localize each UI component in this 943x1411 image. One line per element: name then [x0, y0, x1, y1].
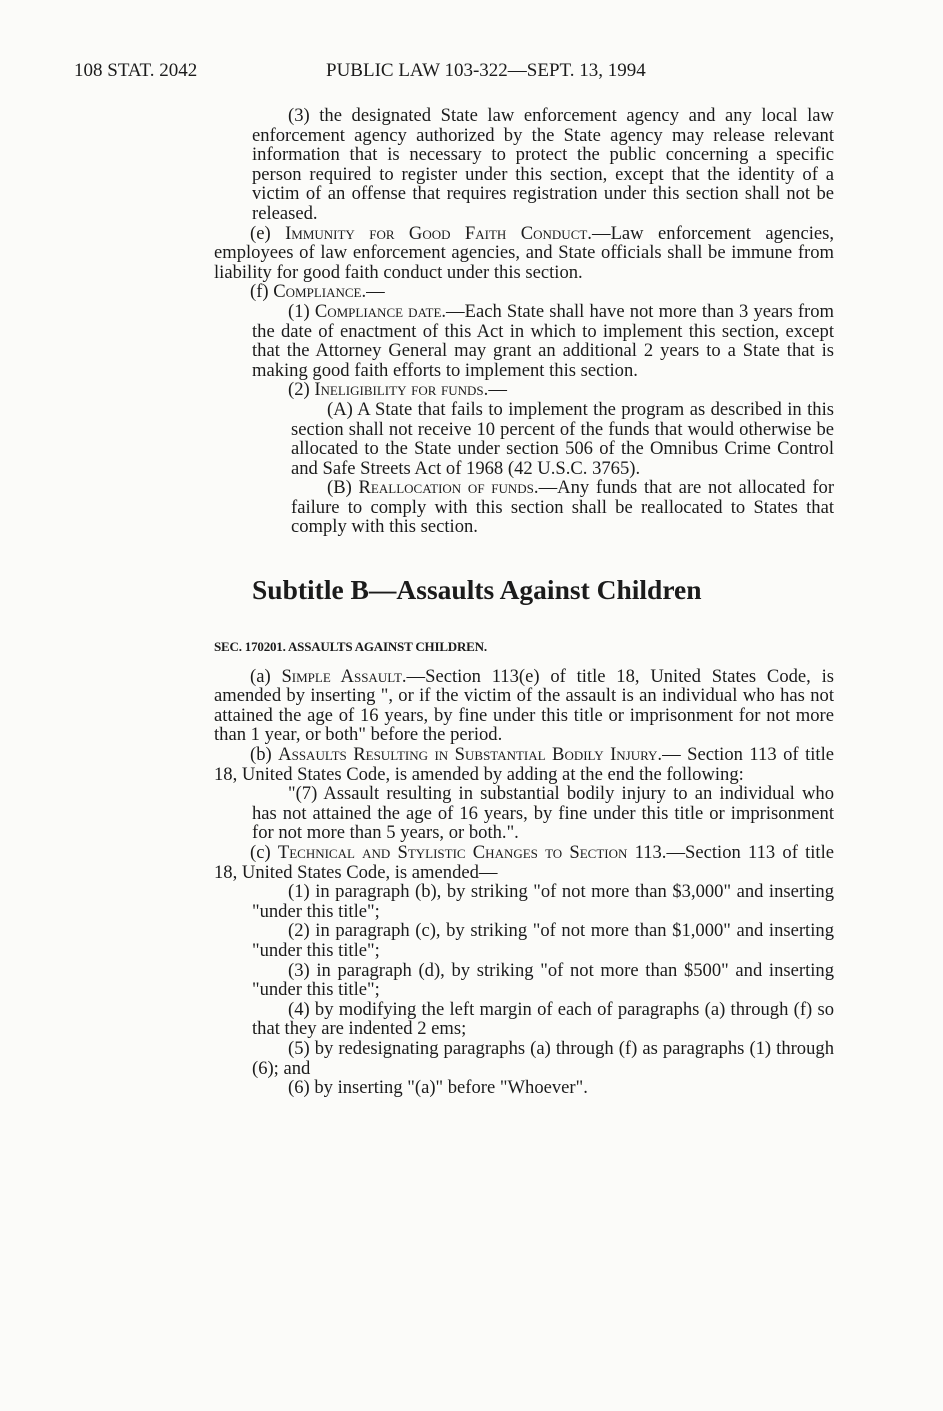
page-header: [74, 60, 844, 88]
paragraph-d3: (3) the designated State law enforcement agency and any local law enforcement agency authorized by the State agency may release relevant information that is necessary to protect the public concerning a specific person required to register under this section, except that the identity of a victim of an offense that requires registration under this section shall not be released.: [252, 105, 834, 224]
subsection-f-heading: Compliance.: [273, 281, 367, 303]
amendment-c5: (5) by redesignating paragraphs (a) through (f) as paragraphs (1) through (6); and: [252, 1037, 834, 1079]
paragraph-f1-heading: Compliance date.: [314, 300, 447, 322]
subsection-e: (e) Immunity for Good Faith Conduct.—Law enforcement agencies, employees of law enforcement agencies, and State officials shall be immune from liability for good faith conduct under this section.: [214, 222, 835, 283]
amendment-c3: (3) in paragraph (d), by striking "of not more than $500" and inserting "under this title";: [252, 959, 834, 1001]
amendment-c6: (6) by inserting "(a)" before "Whoever".: [288, 1077, 588, 1099]
paragraph-f2: (2) Ineligibility for funds.—: [288, 379, 507, 401]
section-heading: SEC. 170201. ASSAULTS AGAINST CHILDREN.: [214, 639, 487, 655]
subparagraph-f2a: (A) A State that fails to implement the program as described in this section shall not receive 10 percent of the funds that would otherwise be allocated to the State under section 506 of the Omnibus Crime Control and Safe Streets Act of 1968 (42 U.S.C. 3765).: [291, 398, 834, 479]
subsection-a-heading: Simple Assault.: [281, 665, 407, 687]
running-title: PUBLIC LAW 103-322—SEPT. 13, 1994: [326, 60, 646, 81]
subsection-b: (b) Assaults Resulting in Substantial Bodily Injury.— Section 113 of title 18, United States Code, is amended by adding at the end the following:: [214, 744, 834, 785]
subsection-a: (a) Simple Assault.—Section 113(e) of title 18, United States Code, is amended by inserting ", or if the victim of the assault is an individual who has not attained the age of 16 years, by fine under this title or imprisonment for not more than 1 year, or both" before the period.: [214, 665, 835, 746]
amendment-c4: (4) by modifying the left margin of each of paragraphs (a) through (f) so that they are indented 2 ems;: [252, 998, 834, 1040]
subsection-b-heading: Assaults Resulting in Substantial Bodily Injury.: [278, 744, 663, 766]
subtitle-heading: Subtitle B—Assaults Against Children: [252, 574, 702, 606]
amendment-c2: (2) in paragraph (c), by striking "of not more than $1,000" and inserting "under this title";: [252, 920, 834, 961]
document-body: [214, 106, 834, 1098]
subsection-c: (c) Technical and Stylistic Changes to Section 113.—Section 113 of title 18, United States Code, is amended—: [214, 842, 834, 883]
paragraph-f1: (1) Compliance date.—Each State shall have not more than 3 years from the date of enactment of this Act in which to implement this section, except that the Attorney General may grant an additional 2 years to a State that is making good faith efforts to implement this section.: [252, 300, 834, 381]
amendment-c1: (1) in paragraph (b), by striking "of not more than $3,000" and inserting "under this title";: [252, 881, 834, 922]
subparagraph-f2b-heading: Reallocation of funds.: [358, 477, 539, 499]
quoted-paragraph-7: "(7) Assault resulting in substantial bodily injury to an individual who has not attained the age of 16 years, by fine under this title or imprisonment for not more than 5 years, or both.".: [252, 783, 834, 844]
subsection-c-heading: Technical and Stylistic Changes to Section 113.: [277, 842, 667, 863]
subsection-e-heading: Immunity for Good Faith Conduct.: [285, 222, 592, 244]
stat-page-number: 108 STAT. 2042: [74, 60, 198, 81]
paragraph-f2-heading: Ineligibility for funds.: [314, 379, 489, 401]
subsection-f: (f) Compliance.—: [250, 281, 385, 303]
subparagraph-f2b: (B) Reallocation of funds.—Any funds that are not allocated for failure to comply with this section shall be reallocated to States that comply with this section.: [291, 477, 835, 538]
